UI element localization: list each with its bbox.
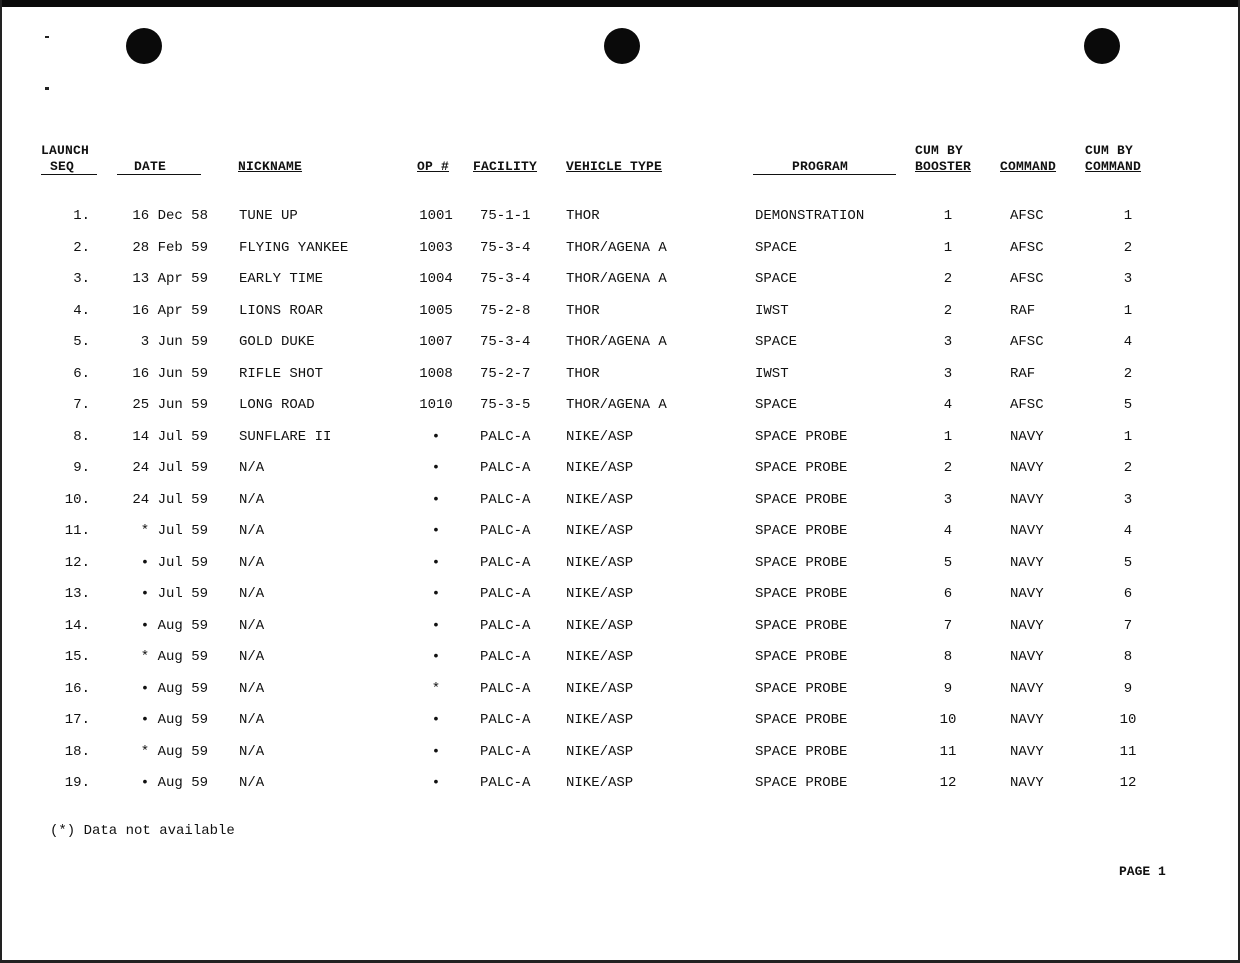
cell-op: • [431, 554, 441, 571]
cell-facility: PALC-A [480, 491, 531, 508]
cell-op: • [431, 712, 441, 728]
cell-cum-booster: 3 [943, 365, 953, 382]
cell-date: * Aug 59 [140, 743, 208, 760]
cell-cum-booster: 2 [943, 302, 953, 319]
cell-facility: PALC-A [480, 460, 531, 476]
cell-facility: PALC-A [480, 428, 531, 445]
cell-program: SPACE PROBE [755, 680, 848, 697]
cell-facility: PALC-A [480, 775, 531, 791]
header-nickname: NICKNAME [238, 159, 303, 174]
cell-program: SPACE [755, 239, 798, 256]
page-left-border [0, 0, 2, 963]
cell-op: 1008 [419, 365, 453, 382]
cell-facility: 75-3-4 [480, 271, 531, 287]
cell-command: AFSC [1010, 239, 1044, 256]
cell-vehicle: NIKE/ASP [566, 491, 634, 508]
cell-cum-command: 8 [1123, 649, 1133, 665]
cell-vehicle: THOR [566, 365, 600, 382]
cell-facility: PALC-A [480, 586, 531, 602]
cell-op: 1007 [419, 334, 453, 350]
cell-seq: 18. [64, 743, 90, 760]
page-top-border [0, 0, 1240, 7]
cell-command: NAVY [1010, 712, 1044, 728]
footnote: (*) Data not available [50, 823, 235, 839]
cell-date: * Jul 59 [140, 523, 208, 539]
cell-date: 24 Jul 59 [132, 460, 208, 476]
cell-seq: 19. [64, 775, 90, 791]
cell-vehicle: THOR/AGENA A [566, 397, 667, 413]
cell-facility: 75-3-4 [480, 334, 531, 350]
cell-vehicle: THOR/AGENA A [566, 334, 667, 350]
cell-cum-booster: 12 [939, 775, 957, 791]
cell-cum-command: 7 [1123, 617, 1133, 634]
cell-vehicle: NIKE/ASP [566, 680, 634, 697]
cell-nickname: N/A [239, 712, 265, 728]
cell-program: IWST [755, 365, 789, 382]
cell-facility: 75-2-7 [480, 365, 531, 382]
cell-op: • [431, 523, 441, 539]
cell-vehicle: THOR [566, 208, 600, 224]
cell-op: • [431, 617, 441, 634]
cell-cum-command: 10 [1119, 712, 1137, 728]
cell-date: • Aug 59 [140, 617, 208, 634]
header-facility: FACILITY [473, 159, 538, 174]
page-number: PAGE 1 [1119, 864, 1166, 879]
cell-command: AFSC [1010, 208, 1044, 224]
cell-op: 1005 [419, 302, 453, 319]
cell-vehicle: NIKE/ASP [566, 743, 634, 760]
cell-nickname: EARLY TIME [239, 271, 324, 287]
cell-command: NAVY [1010, 491, 1044, 508]
cell-facility: PALC-A [480, 617, 531, 634]
cell-cum-booster: 7 [943, 617, 953, 634]
cell-cum-booster: 2 [943, 271, 953, 287]
cell-seq: 11. [64, 523, 90, 539]
cell-facility: PALC-A [480, 523, 531, 539]
cell-command: NAVY [1010, 554, 1044, 571]
cell-facility: PALC-A [480, 649, 531, 665]
cell-nickname: TUNE UP [239, 208, 298, 224]
header-program: PROGRAM [792, 159, 849, 174]
cell-seq: 1. [73, 208, 90, 224]
cell-vehicle: NIKE/ASP [566, 712, 634, 728]
cell-facility: 75-3-5 [480, 397, 531, 413]
cell-command: NAVY [1010, 775, 1044, 791]
cell-nickname: N/A [239, 775, 265, 791]
cell-facility: 75-2-8 [480, 302, 531, 319]
cell-cum-command: 1 [1123, 302, 1133, 319]
cell-seq: 7. [73, 397, 90, 413]
cell-facility: PALC-A [480, 680, 531, 697]
cell-nickname: FLYING YANKEE [239, 239, 349, 256]
cell-cum-booster: 1 [943, 428, 953, 445]
cell-op: * [431, 680, 441, 697]
cell-command: NAVY [1010, 649, 1044, 665]
cell-date: 16 Jun 59 [132, 365, 208, 382]
cell-cum-command: 3 [1123, 491, 1133, 508]
cell-cum-booster: 2 [943, 460, 953, 476]
cell-date: 3 Jun 59 [140, 334, 208, 350]
cell-date: 24 Jul 59 [132, 491, 208, 508]
cell-program: SPACE PROBE [755, 428, 848, 445]
cell-nickname: N/A [239, 586, 265, 602]
cell-op: • [431, 775, 441, 791]
cell-seq: 10. [64, 491, 90, 508]
punch-hole-left [126, 28, 162, 64]
cell-cum-booster: 3 [943, 334, 953, 350]
header-cum-booster-line2: BOOSTER [915, 159, 972, 174]
cell-seq: 12. [64, 554, 90, 571]
header-command: COMMAND [1000, 159, 1057, 174]
cell-seq: 15. [64, 649, 90, 665]
cell-cum-command: 5 [1123, 554, 1133, 571]
cell-seq: 9. [73, 460, 90, 476]
cell-vehicle: NIKE/ASP [566, 649, 634, 665]
cell-cum-command: 1 [1123, 428, 1133, 445]
header-vehicle-type: VEHICLE TYPE [566, 159, 663, 174]
cell-cum-command: 4 [1123, 334, 1133, 350]
cell-vehicle: NIKE/ASP [566, 586, 634, 602]
cell-cum-command: 3 [1123, 271, 1133, 287]
cell-cum-command: 2 [1123, 460, 1133, 476]
cell-program: IWST [755, 302, 789, 319]
cell-facility: PALC-A [480, 554, 531, 571]
cell-date: 16 Dec 58 [132, 208, 208, 224]
cell-nickname: LIONS ROAR [239, 302, 324, 319]
cell-program: SPACE PROBE [755, 586, 848, 602]
cell-date: * Aug 59 [140, 649, 208, 665]
cell-program: DEMONSTRATION [755, 208, 865, 224]
header-date-rule [117, 174, 201, 175]
cell-seq: 4. [73, 302, 90, 319]
cell-command: NAVY [1010, 743, 1044, 760]
cell-command: AFSC [1010, 271, 1044, 287]
cell-nickname: N/A [239, 554, 265, 571]
cell-program: SPACE PROBE [755, 523, 848, 539]
cell-vehicle: NIKE/ASP [566, 460, 634, 476]
cell-command: NAVY [1010, 586, 1044, 602]
cell-seq: 3. [73, 271, 90, 287]
cell-cum-command: 1 [1123, 208, 1133, 224]
cell-command: RAF [1010, 302, 1036, 319]
cell-cum-command: 11 [1119, 743, 1137, 760]
cell-seq: 6. [73, 365, 90, 382]
cell-cum-command: 5 [1123, 397, 1133, 413]
cell-date: • Aug 59 [140, 680, 208, 697]
header-cum-command-line2: COMMAND [1085, 159, 1142, 174]
cell-cum-command: 4 [1123, 523, 1133, 539]
cell-op: 1003 [419, 239, 453, 256]
cell-nickname: N/A [239, 491, 265, 508]
cell-cum-command: 9 [1123, 680, 1133, 697]
cell-vehicle: NIKE/ASP [566, 523, 634, 539]
cell-date: 16 Apr 59 [132, 302, 208, 319]
cell-nickname: LONG ROAD [239, 397, 315, 413]
header-cum-booster-line1: CUM BY [915, 143, 964, 158]
cell-vehicle: THOR/AGENA A [566, 239, 667, 256]
cell-facility: PALC-A [480, 743, 531, 760]
cell-date: • Jul 59 [140, 586, 208, 602]
cell-date: 14 Jul 59 [132, 428, 208, 445]
cell-date: • Aug 59 [140, 775, 208, 791]
cell-program: SPACE PROBE [755, 649, 848, 665]
header-launch-seq-line1: LAUNCH [41, 143, 90, 158]
cell-op: • [431, 743, 441, 760]
cell-seq: 2. [73, 239, 90, 256]
punch-hole-right [1084, 28, 1120, 64]
cell-command: NAVY [1010, 428, 1044, 445]
cell-nickname: SUNFLARE II [239, 428, 332, 445]
cell-vehicle: NIKE/ASP [566, 554, 634, 571]
cell-nickname: N/A [239, 680, 265, 697]
cell-vehicle: NIKE/ASP [566, 428, 634, 445]
cell-cum-booster: 4 [943, 397, 953, 413]
cell-vehicle: NIKE/ASP [566, 617, 634, 634]
cell-nickname: N/A [239, 523, 265, 539]
cell-nickname: N/A [239, 649, 265, 665]
cell-date: 25 Jun 59 [132, 397, 208, 413]
cell-op: 1010 [419, 397, 453, 413]
cell-vehicle: NIKE/ASP [566, 775, 634, 791]
cell-cum-booster: 10 [939, 712, 957, 728]
cell-date: • Aug 59 [140, 712, 208, 728]
cell-seq: 5. [73, 334, 90, 350]
cell-nickname: RIFLE SHOT [239, 365, 324, 382]
cell-op: 1001 [419, 208, 453, 224]
cell-date: 13 Apr 59 [132, 271, 208, 287]
header-program-rule [753, 174, 896, 175]
cell-cum-booster: 8 [943, 649, 953, 665]
cell-program: SPACE [755, 271, 798, 287]
cell-cum-command: 12 [1119, 775, 1137, 791]
cell-cum-booster: 5 [943, 554, 953, 571]
cell-cum-command: 6 [1123, 586, 1133, 602]
cell-command: NAVY [1010, 617, 1044, 634]
scan-speck [45, 87, 49, 90]
cell-date: 28 Feb 59 [132, 239, 208, 256]
cell-command: RAF [1010, 365, 1036, 382]
cell-facility: 75-1-1 [480, 208, 531, 224]
cell-command: AFSC [1010, 397, 1044, 413]
cell-command: AFSC [1010, 334, 1044, 350]
cell-program: SPACE PROBE [755, 554, 848, 571]
cell-cum-booster: 4 [943, 523, 953, 539]
cell-command: NAVY [1010, 680, 1044, 697]
cell-program: SPACE PROBE [755, 743, 848, 760]
cell-nickname: N/A [239, 460, 265, 476]
cell-program: SPACE PROBE [755, 712, 848, 728]
cell-command: NAVY [1010, 460, 1044, 476]
cell-op: • [431, 586, 441, 602]
header-launch-seq-line2: SEQ [50, 159, 75, 174]
cell-nickname: GOLD DUKE [239, 334, 315, 350]
cell-cum-booster: 6 [943, 586, 953, 602]
cell-facility: PALC-A [480, 712, 531, 728]
cell-seq: 14. [64, 617, 90, 634]
header-op-number: OP # [417, 159, 450, 174]
cell-program: SPACE PROBE [755, 460, 848, 476]
cell-op: • [431, 460, 441, 476]
cell-command: NAVY [1010, 523, 1044, 539]
cell-facility: 75-3-4 [480, 239, 531, 256]
header-cum-command-line1: CUM BY [1085, 143, 1134, 158]
cell-op: • [431, 649, 441, 665]
cell-op: • [431, 428, 441, 445]
punch-hole-center [604, 28, 640, 64]
cell-seq: 17. [64, 712, 90, 728]
cell-cum-command: 2 [1123, 239, 1133, 256]
cell-cum-command: 2 [1123, 365, 1133, 382]
cell-program: SPACE PROBE [755, 775, 848, 791]
cell-program: SPACE [755, 334, 798, 350]
cell-cum-booster: 9 [943, 680, 953, 697]
header-seq-rule [41, 174, 97, 175]
cell-nickname: N/A [239, 617, 265, 634]
cell-op: • [431, 491, 441, 508]
cell-nickname: N/A [239, 743, 265, 760]
header-date: DATE [134, 159, 167, 174]
cell-cum-booster: 3 [943, 491, 953, 508]
cell-seq: 16. [64, 680, 90, 697]
cell-cum-booster: 1 [943, 239, 953, 256]
cell-vehicle: THOR/AGENA A [566, 271, 667, 287]
cell-seq: 8. [73, 428, 90, 445]
cell-op: 1004 [419, 271, 453, 287]
cell-date: • Jul 59 [140, 554, 208, 571]
cell-cum-booster: 1 [943, 208, 953, 224]
cell-program: SPACE PROBE [755, 617, 848, 634]
cell-program: SPACE PROBE [755, 491, 848, 508]
scan-speck [45, 36, 49, 38]
cell-program: SPACE [755, 397, 798, 413]
cell-seq: 13. [64, 586, 90, 602]
cell-cum-booster: 11 [939, 743, 957, 760]
cell-vehicle: THOR [566, 302, 600, 319]
